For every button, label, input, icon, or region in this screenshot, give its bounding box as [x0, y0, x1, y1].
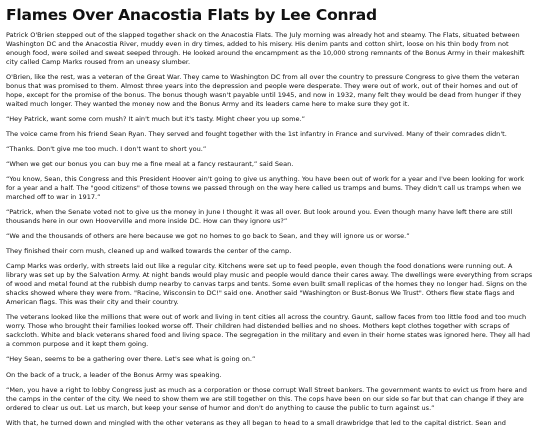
paragraph: “Patrick, when the Senate voted not to give us the money in June I thought it was all over. But look around you. Even though many have left there are still thousands here in our own Hooverville and more inside DC. How can they ignore us?”	[6, 208, 513, 226]
paragraph: On the back of a truck, a leader of the Bonus Army was speaking.	[6, 370, 222, 379]
article-title: Flames Over Anacostia Flats by Lee Conrad	[6, 6, 377, 24]
paragraph: They finished their corn mush, cleaned up and walked towards the center of the camp.	[6, 247, 292, 256]
paragraph: “You know, Sean, this Congress and this President Hoover ain't going to give us anything. You have been out of work for a year and I've been looking for work for a year and a half. The "good citizens" of those towns we passed through on the way here called us tramps and bums. They didn't call us tramps when we marched off to war in 1917.”	[6, 174, 525, 202]
paragraph: With that, he turned down and mingled with the other veterans as they all began to head to a small drawbridge that led to the capital district. Sean and	[6, 418, 506, 427]
paragraph: “Hey Sean, seems to be a gathering over there. Let's see what is going on.”	[6, 355, 256, 364]
article-body	[6, 31, 534, 428]
paragraph: Patrick O'Brien stepped out of the slapped together shack on the Anacostia Flats. The July morning was already hot and steamy. The Flats, situated between Washington DC and the Anacostia River, muddy even in dry times, added to his misery. His denim pants and cotton shirt, loose on his thin body from not enough food, were soiled and sweat seeped through. He looked around the encampment as the 10,000 strong remnants of the Bonus Army in their makeshift city called Camp Marks roused from an uneasy slumber.	[6, 30, 525, 66]
paragraph: “When we get our bonus you can buy me a fine meal at a fancy restaurant,” said Sean.	[6, 159, 294, 168]
paragraph: Camp Marks was orderly, with streets laid out like a regular city. Kitchens were set up to feed people, even though the food donations were running out. A library was set up by the Salvation Army. At night bands would play music and people would dance their cares away. The dwellings were everything from scraps of wood and metal found at the rubbish dump nearby to canvas tarps and tents. Some even built small replicas of the homes they no longer had. Signs on the shacks showed where they were from. "Racine, Wisconsin to DC!" said one. Another said "Washington or Bust-Bonus We Trust". Others flew state flags and American flags. This was their city and their country.	[6, 262, 533, 307]
paragraph: “We and the thousands of others are here because we got no homes to go back to Sean, and they will ignore us or worse.”	[6, 232, 410, 241]
paragraph: “Thanks. Don't give me too much. I don't want to short you.”	[6, 144, 207, 153]
paragraph: “Men, you have a right to lobby Congress just as much as a corporation or those corrupt Wall Street bankers. The government wants to evict us from here and the camps in the center of the city. We need to show them we are still together on this. The cops have been on our side so far but that can change if they are ordered to clear us out. Let us march, but keep your sense of humor and don't do anything to cause the public to turn against us.”	[6, 385, 527, 412]
paragraph: The voice came from his friend Sean Ryan. They served and fought together with the 1st infantry in France and survived. Many of their comrades didn't.	[6, 129, 507, 138]
paragraph: O'Brien, like the rest, was a veteran of the Great War. They came to Washington DC from all over the country to pressure Congress to give them the veteran bonus that was promised to them. Almost three years into the depression and people were desperate. They were out of work, out of their homes and out of hope, except for the promise of the bonus. The bonus though wasn't payable until 1945, and now in 1932, many felt they would be dead from hunger if they waited much longer. They wanted the money now and the Bonus Army and its leaders came here to make sure they got it.	[6, 72, 522, 108]
paragraph: The veterans looked like the millions that were out of work and living in tent cities all across the country. Gaunt, sallow faces from too little food and too much worry. Those who brought their families looked worse off. Their children had distended bellies and no shoes. Mothers kept clothes together with scraps of sackcloth. White and black veterans shared food and living space. The segregation in the military and even in their home states was ignored here. They all had a common purpose and it kept them going.	[6, 313, 531, 349]
paragraph: “Hey Patrick, want some corn mush? It ain't much but it's tasty. Might cheer you up some.”	[6, 114, 305, 123]
